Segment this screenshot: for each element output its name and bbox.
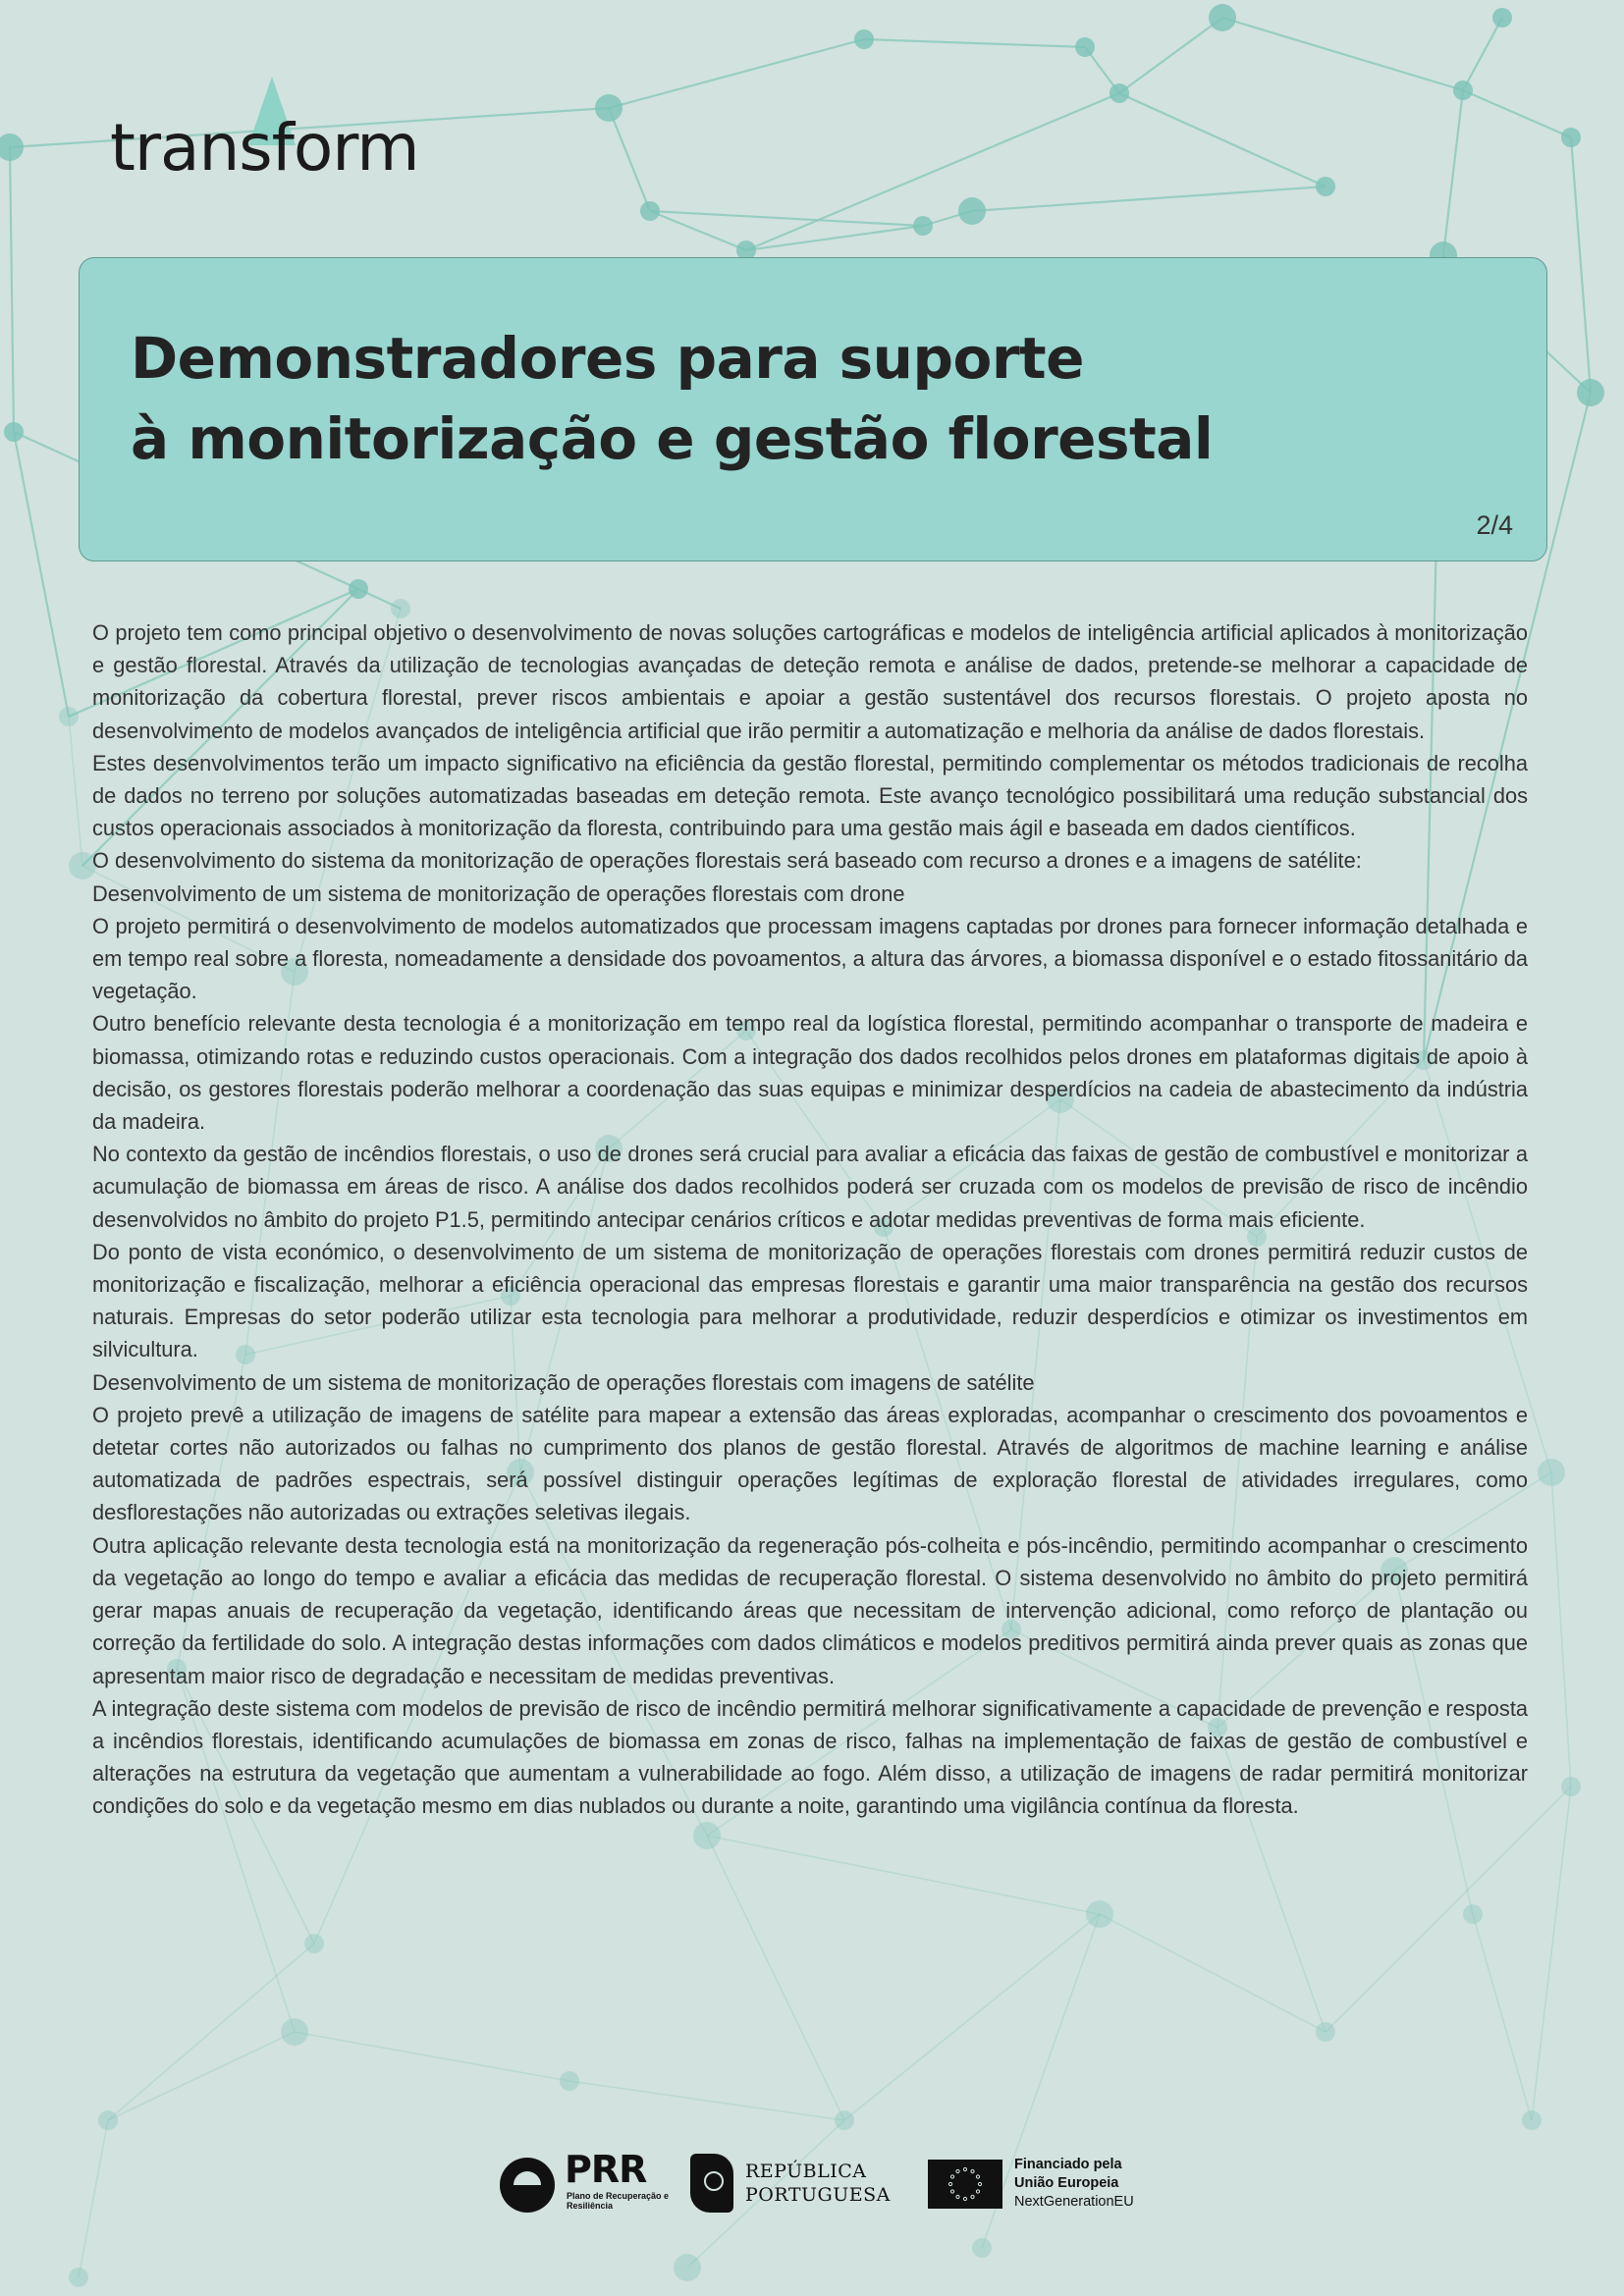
network-node bbox=[98, 2110, 118, 2130]
network-node bbox=[1316, 2022, 1335, 2042]
network-node bbox=[4, 422, 24, 442]
body-text bbox=[92, 616, 1528, 1823]
title-banner bbox=[79, 257, 1547, 561]
network-link bbox=[10, 147, 14, 432]
republica-line-2: PORTUGUESA bbox=[745, 2184, 891, 2206]
network-node bbox=[1075, 37, 1095, 57]
paragraph: Outra aplicação relevante desta tecnologia está na monitorização da regeneração pós-colheita e pós-incêndio, permitindo acompanhar o crescimento da vegetação ao longo do tempo e avaliar a eficácia das medidas de recuperação florestal. O sistema desenvolvido no âmbito do projeto permitirá gerar mapas anuais de recuperação da vegetação, identificando áreas que necessitam de intervenção adicional, como reforço de plantação ou correção da fertilidade do solo. A integração destas informações com dados climáticos e modelos preditivos permitirá ainda prever quais as zonas que apresentam maior risco de degradação e necessitam de medidas preventivas. bbox=[92, 1532, 1528, 1688]
paragraph: O projeto prevê a utilização de imagens de satélite para mapear a extensão das áreas exploradas, acompanhar o crescimento dos povoamentos e detetar cortes não autorizados ou falhas no cumprimento dos planos de gestão florestal. Através de algoritmos de machine learning e análise automatizada de padrões espectrais, será possível distinguir operações legítimas de exploração florestal de atividades irregulares, como desflorestações não autorizadas ou extrações seletivas ilegais. bbox=[92, 1402, 1528, 1525]
network-link bbox=[1532, 1787, 1571, 2120]
network-node bbox=[1086, 1900, 1113, 1928]
page-title-line-1: Demonstradores para suporte bbox=[131, 325, 1084, 392]
network-link bbox=[707, 1836, 1100, 1914]
network-node bbox=[1561, 1777, 1581, 1796]
funding-logos bbox=[496, 2148, 1134, 2218]
prr-emblem-icon bbox=[500, 2158, 555, 2213]
network-link bbox=[864, 39, 1085, 47]
paragraph: O projeto permitirá o desenvolvimento de modelos automatizados que processam imagens captadas por drones para fornecer informação detalhada e em tempo real sobre a floresta, nomeadamente a densidade dos povoamentos, a altura das árvores, a biomassa disponível e o estado fitossanitário da vegetação. bbox=[92, 913, 1528, 1004]
network-link bbox=[1222, 18, 1463, 90]
network-node bbox=[560, 2071, 579, 2091]
paragraph: No contexto da gestão de incêndios florestais, o uso de drones será crucial para avaliar a eficácia das faixas de gestão de combustível e monitorizar a acumulação de biomassa em áreas de risco. A análise dos dados recolhidos poderá ser cruzada com os modelos de previsão de risco de incêndio desenvolvidos no âmbito do projeto P1.5, permitindo antecipar cenários críticos e adotar medidas preventivas de forma mais eficiente. bbox=[92, 1142, 1528, 1232]
eu-line-2: União Europeia bbox=[1014, 2175, 1119, 2191]
network-node bbox=[1538, 1459, 1565, 1486]
network-link bbox=[69, 717, 82, 866]
network-link bbox=[844, 1914, 1100, 2120]
paragraph: Do ponto de vista económico, o desenvolvimento de um sistema de monitorização de operações florestais com drones permitirá reduzir custos de monitorização e fiscalização, melhorar a eficiência operacional das empresas florestais e garantir uma maior transparência na gestão dos recursos naturais. Empresas do setor poderão utilizar esta tecnologia para melhorar a produtividade, reduzir desperdícios e otimizar os investimentos em silvicultura. bbox=[92, 1239, 1528, 1362]
network-link bbox=[746, 93, 1119, 250]
network-node bbox=[958, 197, 986, 225]
network-node bbox=[0, 133, 24, 161]
network-link bbox=[1463, 90, 1571, 137]
network-link bbox=[609, 108, 650, 211]
paragraph: O desenvolvimento do sistema da monitorização de operações florestais será baseado com recurso a drones e a imagens de satélite: bbox=[92, 848, 1362, 874]
network-node bbox=[69, 2268, 88, 2287]
network-link bbox=[79, 2120, 108, 2277]
network-link bbox=[609, 39, 864, 108]
network-node bbox=[281, 2018, 308, 2046]
network-link bbox=[972, 187, 1326, 211]
network-link bbox=[1571, 137, 1591, 393]
republica-line-1: REPÚBLICA bbox=[745, 2161, 867, 2182]
network-link bbox=[1551, 1472, 1571, 1787]
network-node bbox=[1110, 83, 1129, 103]
logo-text: transform bbox=[110, 110, 419, 186]
network-link bbox=[108, 2032, 295, 2120]
network-link bbox=[569, 2081, 844, 2120]
network-node bbox=[595, 94, 623, 122]
network-link bbox=[1463, 18, 1502, 90]
network-node bbox=[674, 2254, 701, 2281]
network-link bbox=[1119, 93, 1326, 187]
paragraph: Outro benefício relevante desta tecnologia é a monitorização em tempo real da logística florestal, permitindo acompanhar o transporte de madeira e biomassa, otimizando rotas e reduzindo custos operacionais. Com a integração dos dados recolhidos pelos drones em plataformas digitais de apoio à decisão, os gestores florestais poderão melhorar a coordenação das suas equipas e minimizar desperdícios na cadeia de abastecimento da indústria da madeira. bbox=[92, 1011, 1528, 1135]
network-node bbox=[640, 201, 660, 221]
prr-acronym: PRR bbox=[565, 2148, 647, 2191]
network-node bbox=[1522, 2110, 1542, 2130]
network-node bbox=[913, 216, 933, 236]
network-link bbox=[295, 2032, 569, 2081]
network-link bbox=[14, 432, 69, 717]
network-node bbox=[391, 599, 410, 618]
network-node bbox=[693, 1822, 721, 1849]
network-link bbox=[707, 1836, 844, 2120]
page-title-line-2: à monitorização e gestão florestal bbox=[131, 405, 1214, 472]
network-node bbox=[972, 2238, 992, 2258]
network-node bbox=[1316, 177, 1335, 196]
prr-logo bbox=[496, 2148, 673, 2218]
network-node bbox=[304, 1934, 324, 1953]
paragraph: A integração deste sistema com modelos de previsão de risco de incêndio permitirá melhorar significativamente a capacidade de prevenção e resposta a incêndios florestais, identificando acumulações de biomassa em zonas de risco, falhas na implementação de faixas de gestão de combustível e alterações na estrutura da vegetação que aumentam a vulnerabilidade ao fogo. Além disso, a utilização de imagens de radar permitirá monitorizar condições do solo e da vegetação mesmo em dias nublados ou durante a noite, garantindo uma vigilância contínua da floresta. bbox=[92, 1695, 1528, 1819]
subheading: Desenvolvimento de um sistema de monitorização de operações florestais com imagens de satélite bbox=[92, 1369, 1035, 1395]
network-node bbox=[349, 579, 368, 599]
network-node bbox=[1453, 80, 1473, 100]
network-link bbox=[1100, 1914, 1326, 2032]
page-indicator: 2/4 bbox=[1476, 510, 1513, 540]
network-link bbox=[1326, 1787, 1571, 2032]
paragraph: Estes desenvolvimentos terão um impacto significativo na eficiência da gestão florestal, permitindo complementar os métodos tradicionais de recolha de dados no terreno por soluções automatizadas baseadas em deteção remota. Este avanço tecnológico possibilitará uma redução substancial dos custos operacionais associados à monitorização da floresta, contribuindo para uma gestão mais ágil e baseada em dados científicos. bbox=[92, 750, 1528, 841]
network-node bbox=[59, 707, 79, 726]
network-node bbox=[854, 29, 874, 49]
network-link bbox=[1473, 1914, 1532, 2120]
network-node bbox=[1463, 1904, 1483, 1924]
subheading: Desenvolvimento de um sistema de monitorização de operações florestais com drone bbox=[92, 881, 905, 906]
paragraph: O projeto tem como principal objetivo o desenvolvimento de novas soluções cartográficas e modelos de inteligência artificial aplicados à monitorização e gestão florestal. Através da utilização de tecnologias avançadas de deteção remota e análise de dados, pretende-se melhorar a capacidade de monitorização da cobertura florestal, prever riscos ambientais e apoiar a gestão sustentável dos recursos florestais. O projeto aposta no desenvolvimento de modelos avançados de inteligência artificial que irão permitir a automatização e melhoria da análise de dados florestais. bbox=[92, 620, 1528, 743]
network-node bbox=[835, 2110, 854, 2130]
eu-line-1: Financiado pela bbox=[1014, 2157, 1122, 2172]
eu-line-3: NextGenerationEU bbox=[1014, 2194, 1134, 2210]
network-node bbox=[1492, 8, 1512, 27]
network-link bbox=[1443, 90, 1463, 255]
republica-portuguesa-logo bbox=[690, 2152, 896, 2218]
prr-subtitle: Plano de Recuperação e Resiliência bbox=[567, 2191, 670, 2211]
eu-funding-logo bbox=[928, 2156, 1164, 2215]
network-link bbox=[650, 211, 923, 226]
network-link bbox=[650, 211, 746, 250]
network-link bbox=[1119, 18, 1222, 93]
network-node bbox=[1209, 4, 1236, 31]
republica-emblem-icon bbox=[690, 2154, 733, 2213]
transform-logo bbox=[110, 77, 419, 194]
network-node bbox=[1577, 379, 1604, 406]
eu-flag-icon bbox=[928, 2160, 1002, 2209]
network-node bbox=[1561, 128, 1581, 147]
